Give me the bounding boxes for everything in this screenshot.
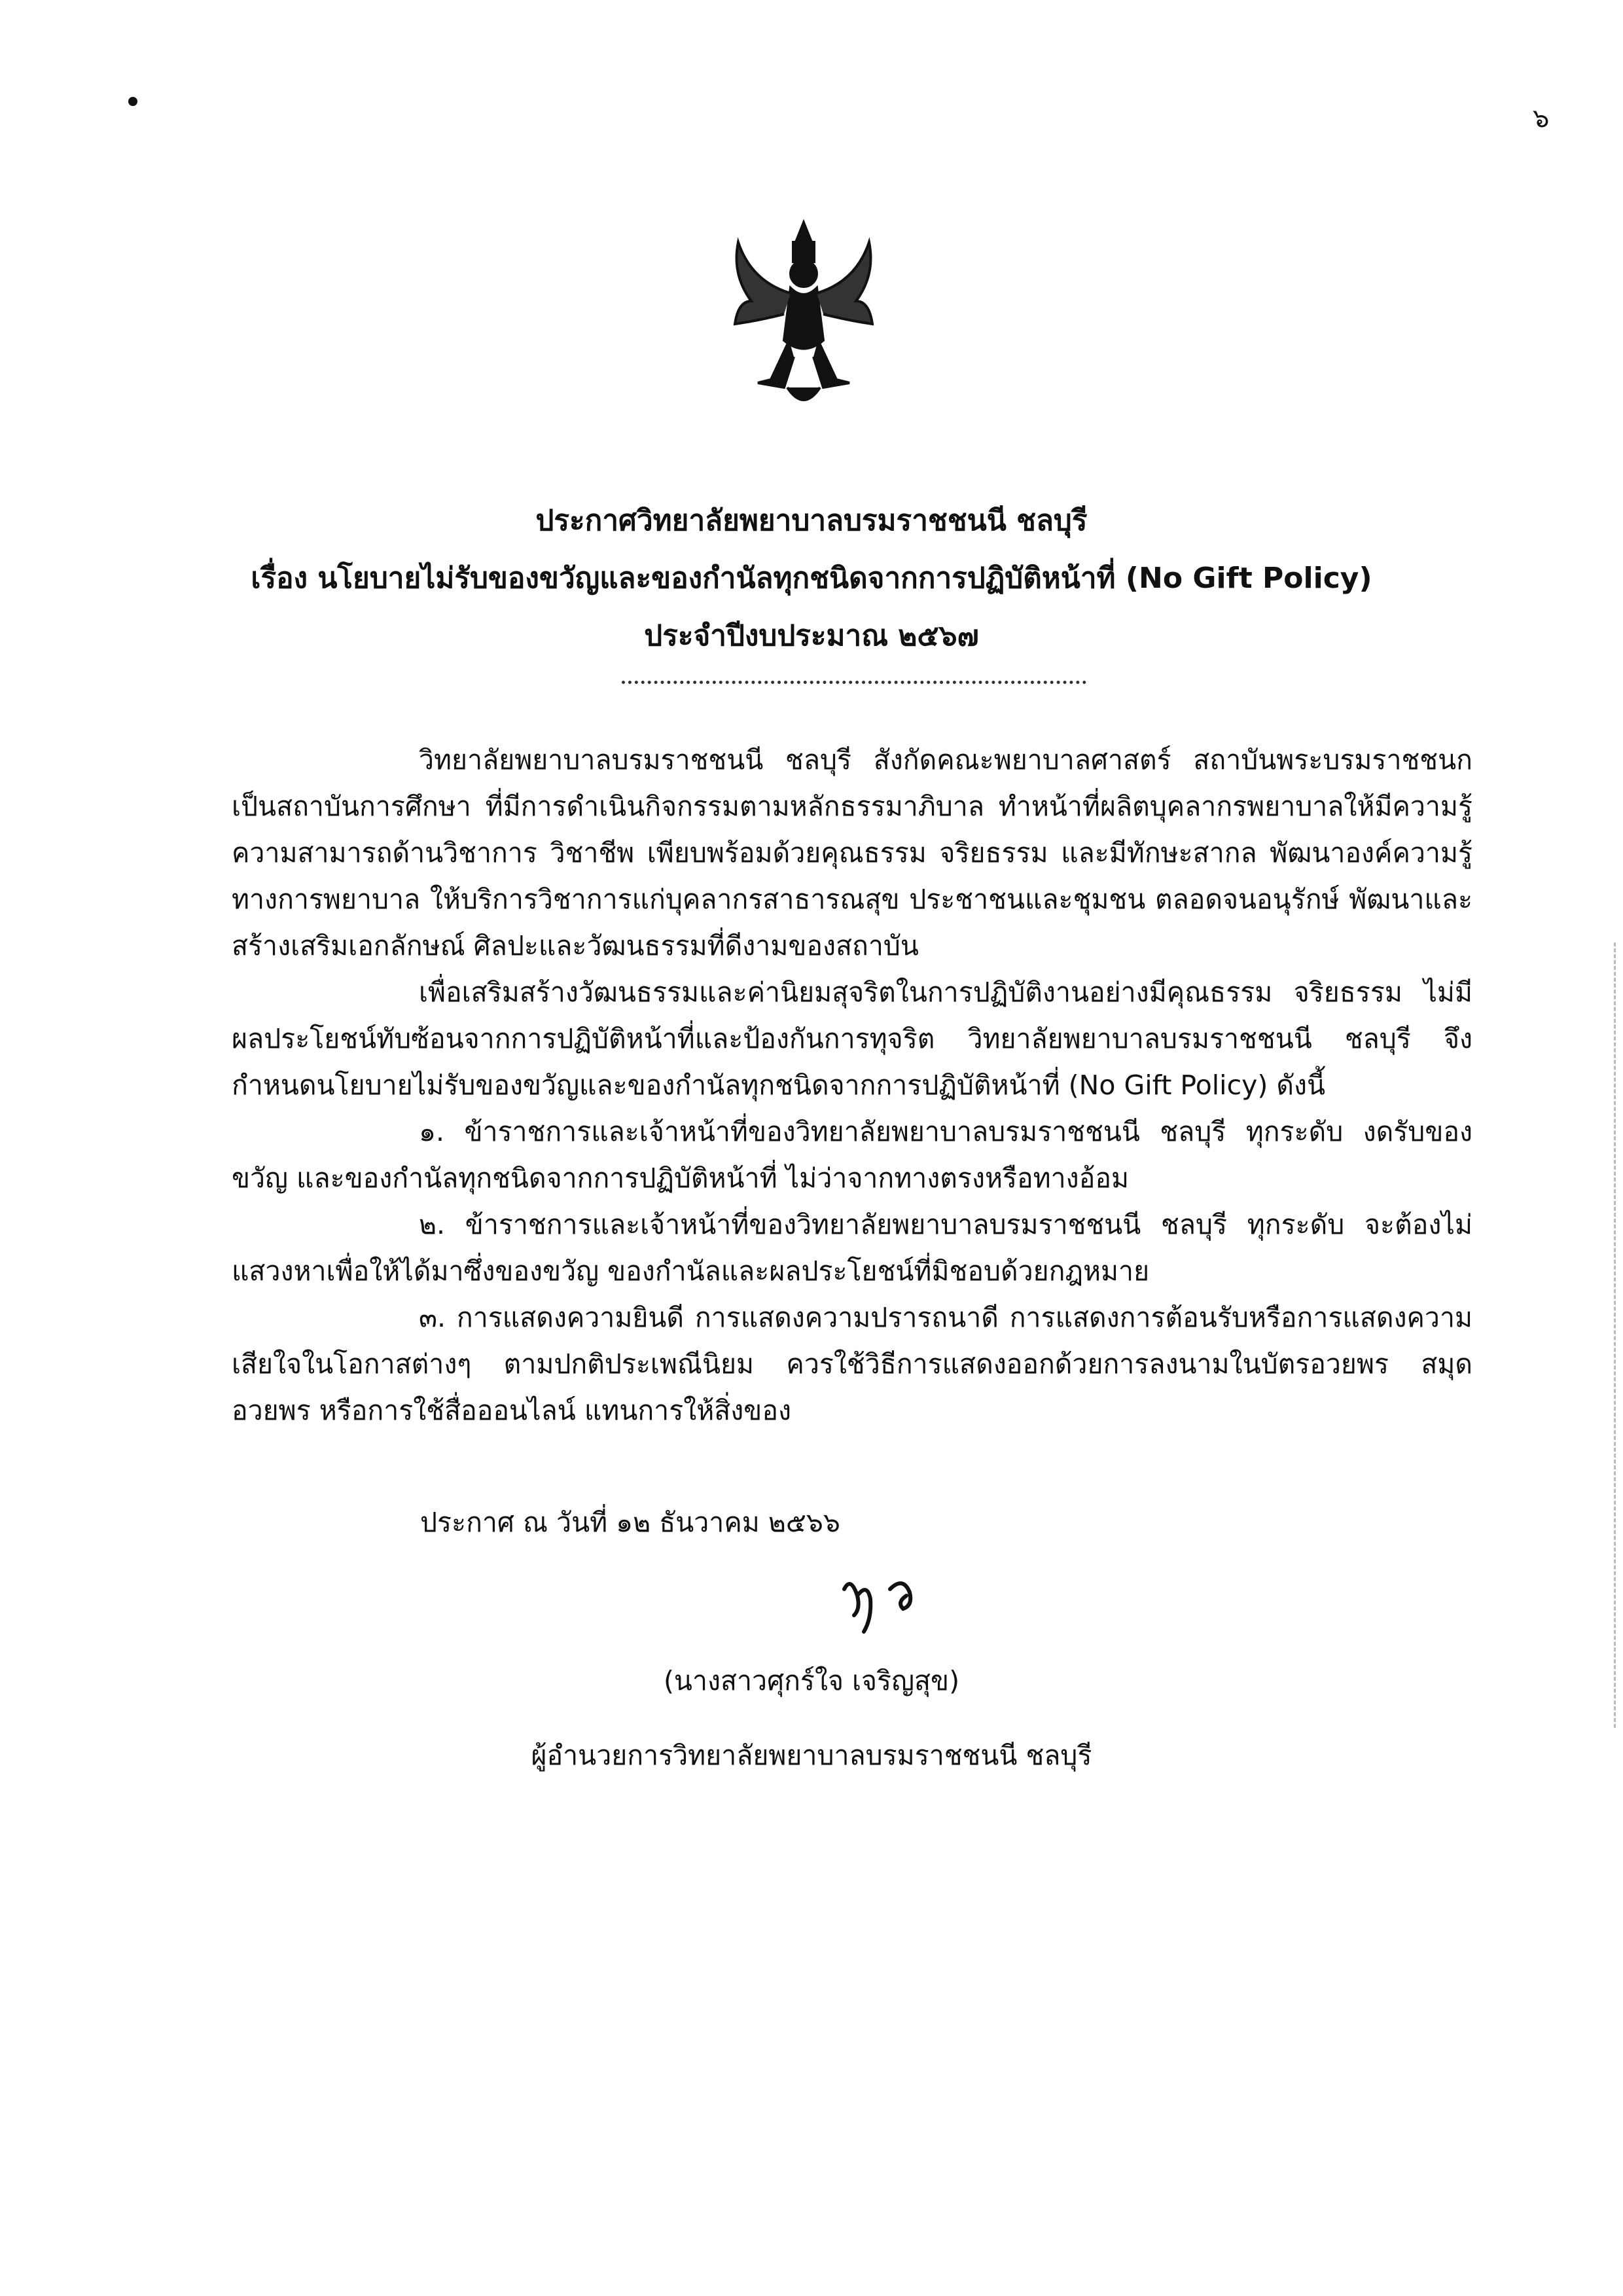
document-title: ประกาศวิทยาลัยพยาบาลบรมราชชนนี ชลบุรี xyxy=(535,504,1088,537)
signatory-position: ผู้อำนวยการวิทยาลัยพยาบาลบรมราชชนนี ชลบุรี xyxy=(531,1740,1092,1771)
margin-scan-line xyxy=(1614,942,1616,1728)
paragraph-purpose: เพื่อเสริมสร้างวัฒนธรรมและค่านิยมสุจริตในการปฏิบัติงานอย่างมีคุณธรรม จริยธรรม ไม่มีผลประโยชน์ทับซ้อนจากการปฏิบัติหน้าที่และป้องกันการทุจริต วิทยาลัยพยาบาลบรมราชชนนี ชลบุรี จึงกำหนดนโยบายไม่รับของขวัญและของกำนัลทุกชนิดจากการปฏิบัติหน้าที่ (No Gift Policy) ดังนี้ xyxy=(232,977,1472,1101)
announcement-date: ประกาศ ณ วันที่ ๑๒ ธันวาคม ๒๕๖๖ xyxy=(420,1507,840,1538)
fiscal-year: ประจำปีงบประมาณ ๒๕๖๗ xyxy=(644,619,979,653)
garuda-emblem-icon xyxy=(725,216,882,412)
paragraph-intro: วิทยาลัยพยาบาลบรมราชชนนี ชลบุรี สังกัดคณะพยาบาลศาสตร์ สถาบันพระบรมราชชนก เป็นสถาบันการศึกษา ที่มีการดำเนินกิจกรรมตามหลักธรรมาภิบาล ทำหน้าที่ผลิตบุคลากรพยาบาลให้มีความรู้ ความสามารถด้านวิชาการ วิชาชีพ เพียบพร้อมด้วยคุณธรรม จริยธรรม และมีทักษะสากล พัฒนาองค์ความรู้ ทางการพยาบาล ให้บริการวิชาการแก่บุคลากรสาธารณสุข ประชาชนและชุมชน ตลอดจนอนุรักษ์ พัฒนาและ สร้างเสริมเอกลักษณ์ ศิลปะและวัฒนธรรมที่ดีงามของสถาบัน xyxy=(232,744,1472,961)
page-number: ๖ xyxy=(1533,103,1550,134)
title-divider xyxy=(622,681,1086,684)
policy-item-1: ๑. ข้าราชการและเจ้าหน้าที่ของวิทยาลัยพยาบาลบรมราชชนนี ชลบุรี ทุกระดับ งดรับของขวัญ และของกำนัลทุกชนิดจากการปฏิบัติหน้าที่ ไม่ว่าจากทางตรงหรือทางอ้อม xyxy=(232,1116,1472,1194)
corner-dot-mark xyxy=(128,97,137,106)
policy-item-2: ๒. ข้าราชการและเจ้าหน้าที่ของวิทยาลัยพยาบาลบรมราชชนนี ชลบุรี ทุกระดับ จะต้องไม่ แสวงหาเพื่อให้ได้มาซึ่งของขวัญ ของกำนัลและผลประโยชน์ที่มิชอบด้วยกฎหมาย xyxy=(232,1209,1472,1287)
document-body xyxy=(232,737,1472,1434)
signatory-name: (นางสาวศุกร์ใจ เจริญสุข) xyxy=(663,1665,960,1696)
handwritten-signature-icon xyxy=(831,1570,962,1641)
policy-item-3: ๓. การแสดงความยินดี การแสดงความปรารถนาดี การแสดงการต้อนรับหรือการแสดงความ เสียใจในโอกาสต่างๆ ตามปกติประเพณีนิยม ควรใช้วิธีการแสดงออกด้วยการลงนามในบัตรอวยพร สมุดอวยพร หรือการใช้สื่อออนไลน์ แทนการให้สิ่งของ xyxy=(232,1302,1472,1426)
document-subject: เรื่อง นโยบายไม่รับของขวัญและของกำนัลทุกชนิดจากการปฏิบัติหน้าที่ (No Gift Policy) xyxy=(251,562,1372,595)
